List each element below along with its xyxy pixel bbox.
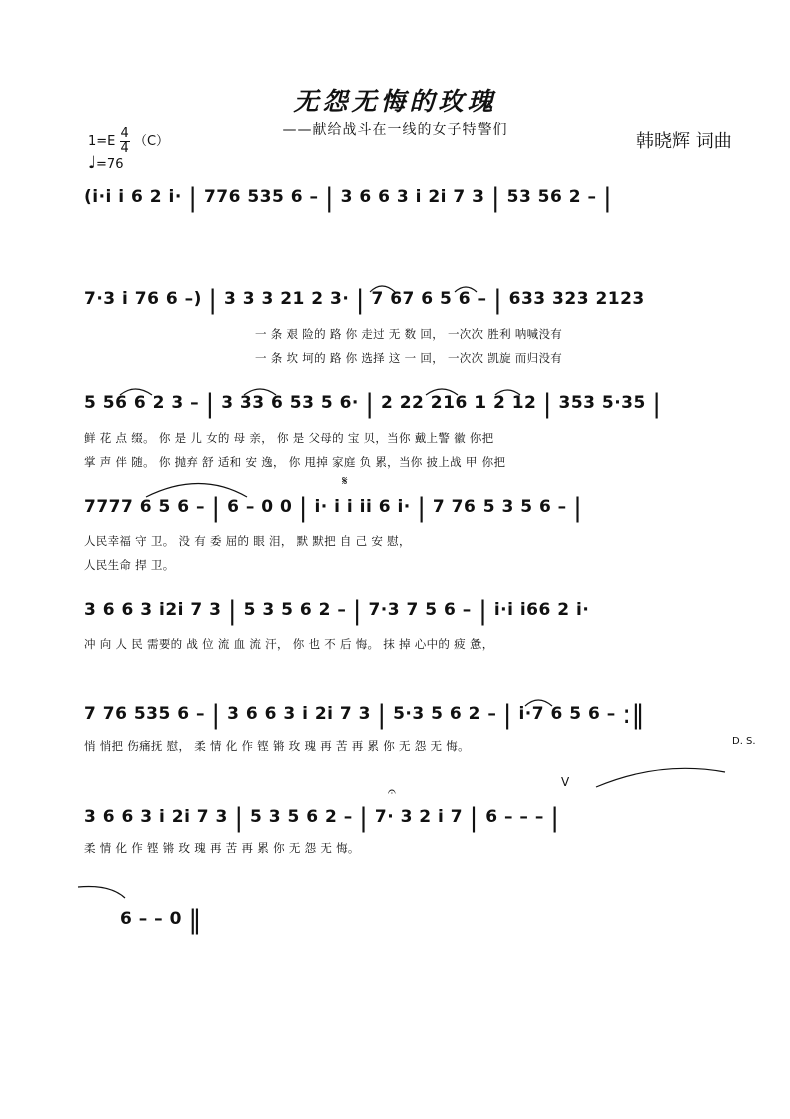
measure: 7·3 i 76 6 –) bbox=[84, 289, 202, 309]
lyric-line-5: 人民幸福 守 卫。 没 有 委 屈的 眼 泪， 默 默把 自 己 安 慰， bbox=[84, 534, 411, 548]
barline: | bbox=[188, 183, 198, 213]
measure: 7· 3 2 i 7 bbox=[374, 807, 464, 827]
barline: | bbox=[652, 389, 662, 419]
barline: | bbox=[417, 493, 427, 523]
barline: | bbox=[352, 596, 363, 626]
lyric-line-1: 一 条 艰 险的 路 你 走过 无 数 回， 一次次 胜利 呐喊没有 bbox=[255, 327, 563, 341]
barline: | bbox=[324, 183, 335, 213]
barline: | bbox=[469, 803, 479, 833]
slur bbox=[525, 700, 552, 706]
measure: 5 56 6 2 3 – bbox=[84, 393, 200, 413]
lyric-line-8: 悄 悄把 伤痛抚 慰， 柔 情 化 作 铿 锵 玫 瑰 再 苦 再 累 你 无 怨 无 悔。 bbox=[84, 739, 470, 753]
measure: 7 67 6 5 6 – bbox=[371, 289, 487, 309]
measure: 6 – 0 0 bbox=[227, 497, 293, 517]
barline: | bbox=[573, 493, 583, 523]
breath-mark: V bbox=[561, 775, 570, 789]
lyric-line-7: 冲 向 人 民 需要的 战 位 流 血 流 汗， 你 也 不 后 悔。 抹 掉 心中的 疲 惫， bbox=[84, 637, 494, 651]
tie bbox=[78, 886, 125, 898]
fermata-icon: 𝄐 bbox=[388, 784, 396, 800]
measure: i· i i ii 6 i· bbox=[314, 497, 411, 517]
barline: | bbox=[234, 803, 244, 833]
measure: 3 3 3 21 2 3· bbox=[223, 289, 350, 309]
slur bbox=[495, 390, 520, 395]
barline: | bbox=[542, 389, 553, 419]
song-subtitle: ——献给战斗在一线的女子特警们 bbox=[282, 122, 508, 138]
tempo-value: =76 bbox=[96, 157, 124, 172]
key-label: 1=E bbox=[88, 134, 116, 149]
barline: | bbox=[211, 700, 221, 730]
lyric-line-3: 鲜 花 点 缀。 你 是 儿 女的 母 亲， 你 是 父母的 宝 贝，当你 戴上警 徽 你把 bbox=[84, 431, 494, 445]
lyric-line-9: 柔 情 化 作 铿 锵 玫 瑰 再 苦 再 累 你 无 怨 无 悔。 bbox=[84, 841, 360, 855]
measure: 53 56 2 – bbox=[506, 187, 597, 207]
tie bbox=[596, 768, 725, 787]
barline: | bbox=[208, 285, 218, 315]
barline: | bbox=[602, 183, 613, 213]
measure: 353 5·35 bbox=[558, 393, 646, 413]
barline: | bbox=[377, 700, 387, 730]
slur bbox=[120, 389, 152, 395]
measure: 7 76 535 6 – bbox=[84, 704, 205, 724]
repeat-barline: :‖ bbox=[622, 700, 645, 730]
slur bbox=[370, 286, 395, 292]
measure: 6 – – 0 bbox=[120, 909, 182, 929]
barline: | bbox=[502, 700, 513, 730]
measure: 5 3 5 6 2 – bbox=[243, 600, 347, 620]
measure: 776 535 6 – bbox=[203, 187, 319, 207]
measure: 3 6 6 3 i2i 7 3 bbox=[84, 600, 222, 620]
barline: | bbox=[205, 389, 215, 419]
slur bbox=[455, 287, 477, 292]
measure: i·7 6 5 6 – bbox=[518, 704, 616, 724]
lyric-line-6: 人民生命 捍 卫。 bbox=[84, 558, 175, 572]
barline: | bbox=[298, 493, 309, 523]
ds-mark: D. S. bbox=[732, 736, 756, 747]
tie bbox=[146, 484, 247, 498]
barline: | bbox=[355, 285, 366, 315]
measure: 3 6 6 3 i 2i 7 3 bbox=[84, 807, 228, 827]
barline: | bbox=[227, 596, 238, 626]
measure: 3 33 6 53 5 6· bbox=[221, 393, 359, 413]
measure: 5 3 5 6 2 – bbox=[250, 807, 353, 827]
measure: 7777 6 5 6 – bbox=[84, 497, 205, 517]
measure: 633 323 2123 bbox=[508, 289, 645, 309]
lyric-line-2: 一 条 坎 坷的 路 你 选择 这 一 回， 一次次 凯旋 而归没有 bbox=[255, 351, 563, 365]
slur bbox=[244, 389, 276, 395]
barline: | bbox=[490, 183, 501, 213]
final-barline: ‖ bbox=[188, 905, 202, 935]
barline: | bbox=[478, 596, 488, 626]
song-title: 无怨无悔的玫瑰 bbox=[293, 87, 497, 116]
barline: | bbox=[492, 285, 503, 315]
quarter-note-icon: ♩ bbox=[88, 153, 97, 173]
barline: | bbox=[211, 493, 221, 523]
measure: (i·i i 6 2 i· bbox=[84, 187, 182, 207]
lyric-line-4: 掌 声 伴 随。 你 抛弃 舒 适和 安 逸， 你 甩掉 家庭 负 累，当你 披上战 甲 你把 bbox=[84, 455, 506, 469]
barline: | bbox=[550, 803, 560, 833]
barline: | bbox=[359, 803, 369, 833]
measure: 7·3 7 5 6 – bbox=[368, 600, 472, 620]
measure: 3 6 6 3 i 2i 7 3 bbox=[340, 187, 485, 207]
measure: 5·3 5 6 2 – bbox=[393, 704, 497, 724]
time-sig-bottom: 4 bbox=[120, 141, 129, 156]
measure: 6 – – – bbox=[485, 807, 544, 827]
author-credit: 韩晓辉 词曲 bbox=[636, 131, 732, 152]
segno-icon: 𝄋 bbox=[342, 474, 348, 489]
key-paren: （C） bbox=[133, 134, 170, 149]
time-sig-top: 4 bbox=[120, 126, 129, 141]
barline: | bbox=[365, 389, 375, 419]
measure: 3 6 6 3 i 2i 7 3 bbox=[227, 704, 371, 724]
measure: i·i i66 2 i· bbox=[493, 600, 590, 620]
measure: 7 76 5 3 5 6 – bbox=[432, 497, 567, 517]
slur bbox=[426, 389, 458, 395]
measure: 2 22 216 1 2 12 bbox=[380, 393, 537, 413]
